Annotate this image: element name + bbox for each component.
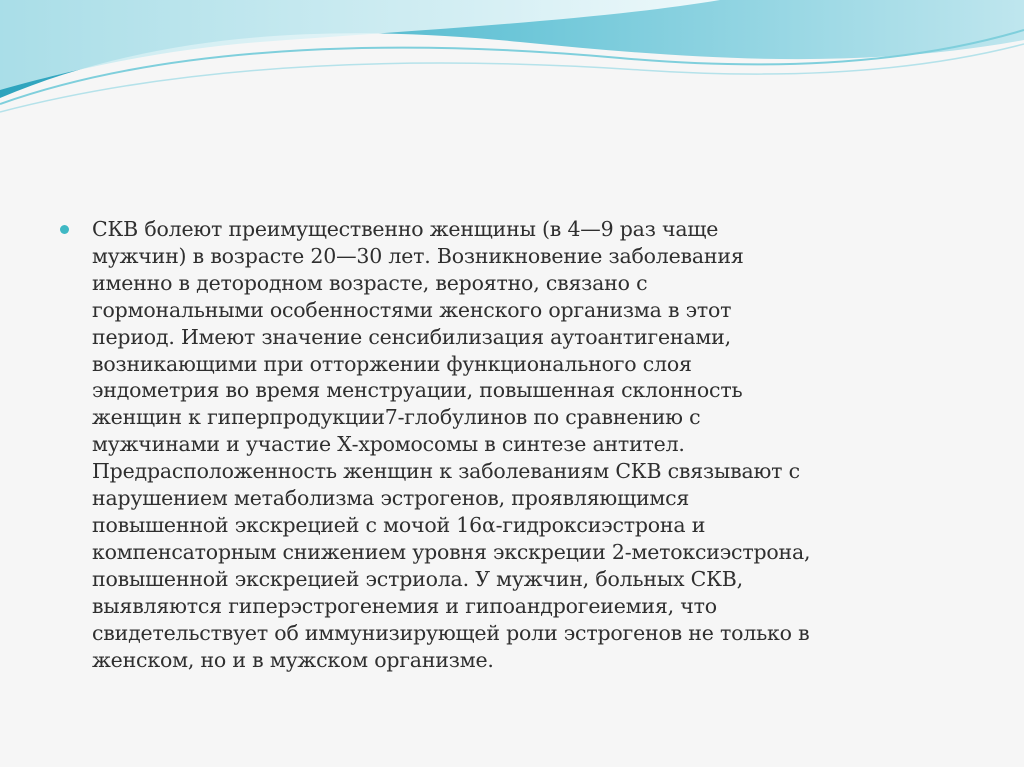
bullet-item	[60, 216, 980, 673]
content-area	[60, 216, 980, 673]
header-wave-decoration	[0, 0, 1024, 130]
bullet-dot-icon	[60, 225, 69, 234]
bullet-text: СКВ болеют преимущественно женщины (в 4—9 раз чаще мужчин) в возрасте 20—30 лет. Возникновение заболевания именно в детородном возрасте, вероятно, связано с гормональными особенностями женского организма в этот период. Имеют значение сенсибилизация аутоантигенами, возникающими при отторжении функционального слоя эндометрия во время менструации, повышенная склонность женщин к гиперпродукции7-глобулинов по сравнению с мужчинами и участие Х-хромосомы в синтезе антител. Предрасположенность женщин к заболеваниям СКВ связывают с нарушением метаболизма эстрогенов, проявляющимся повышенной экскрецией с мочой 16α-гидроксиэстрона и компенсаторным снижением уровня экскреции 2-метоксиэстрона, повышенной экскрецией эстриола. У мужчин, больных СКВ, выявляются гиперэстрогенемия и гипоандрогеиемия, что свидетельствует об иммунизирующей роли эстрогенов не только в женском, но и в мужском организме.	[92, 217, 811, 672]
